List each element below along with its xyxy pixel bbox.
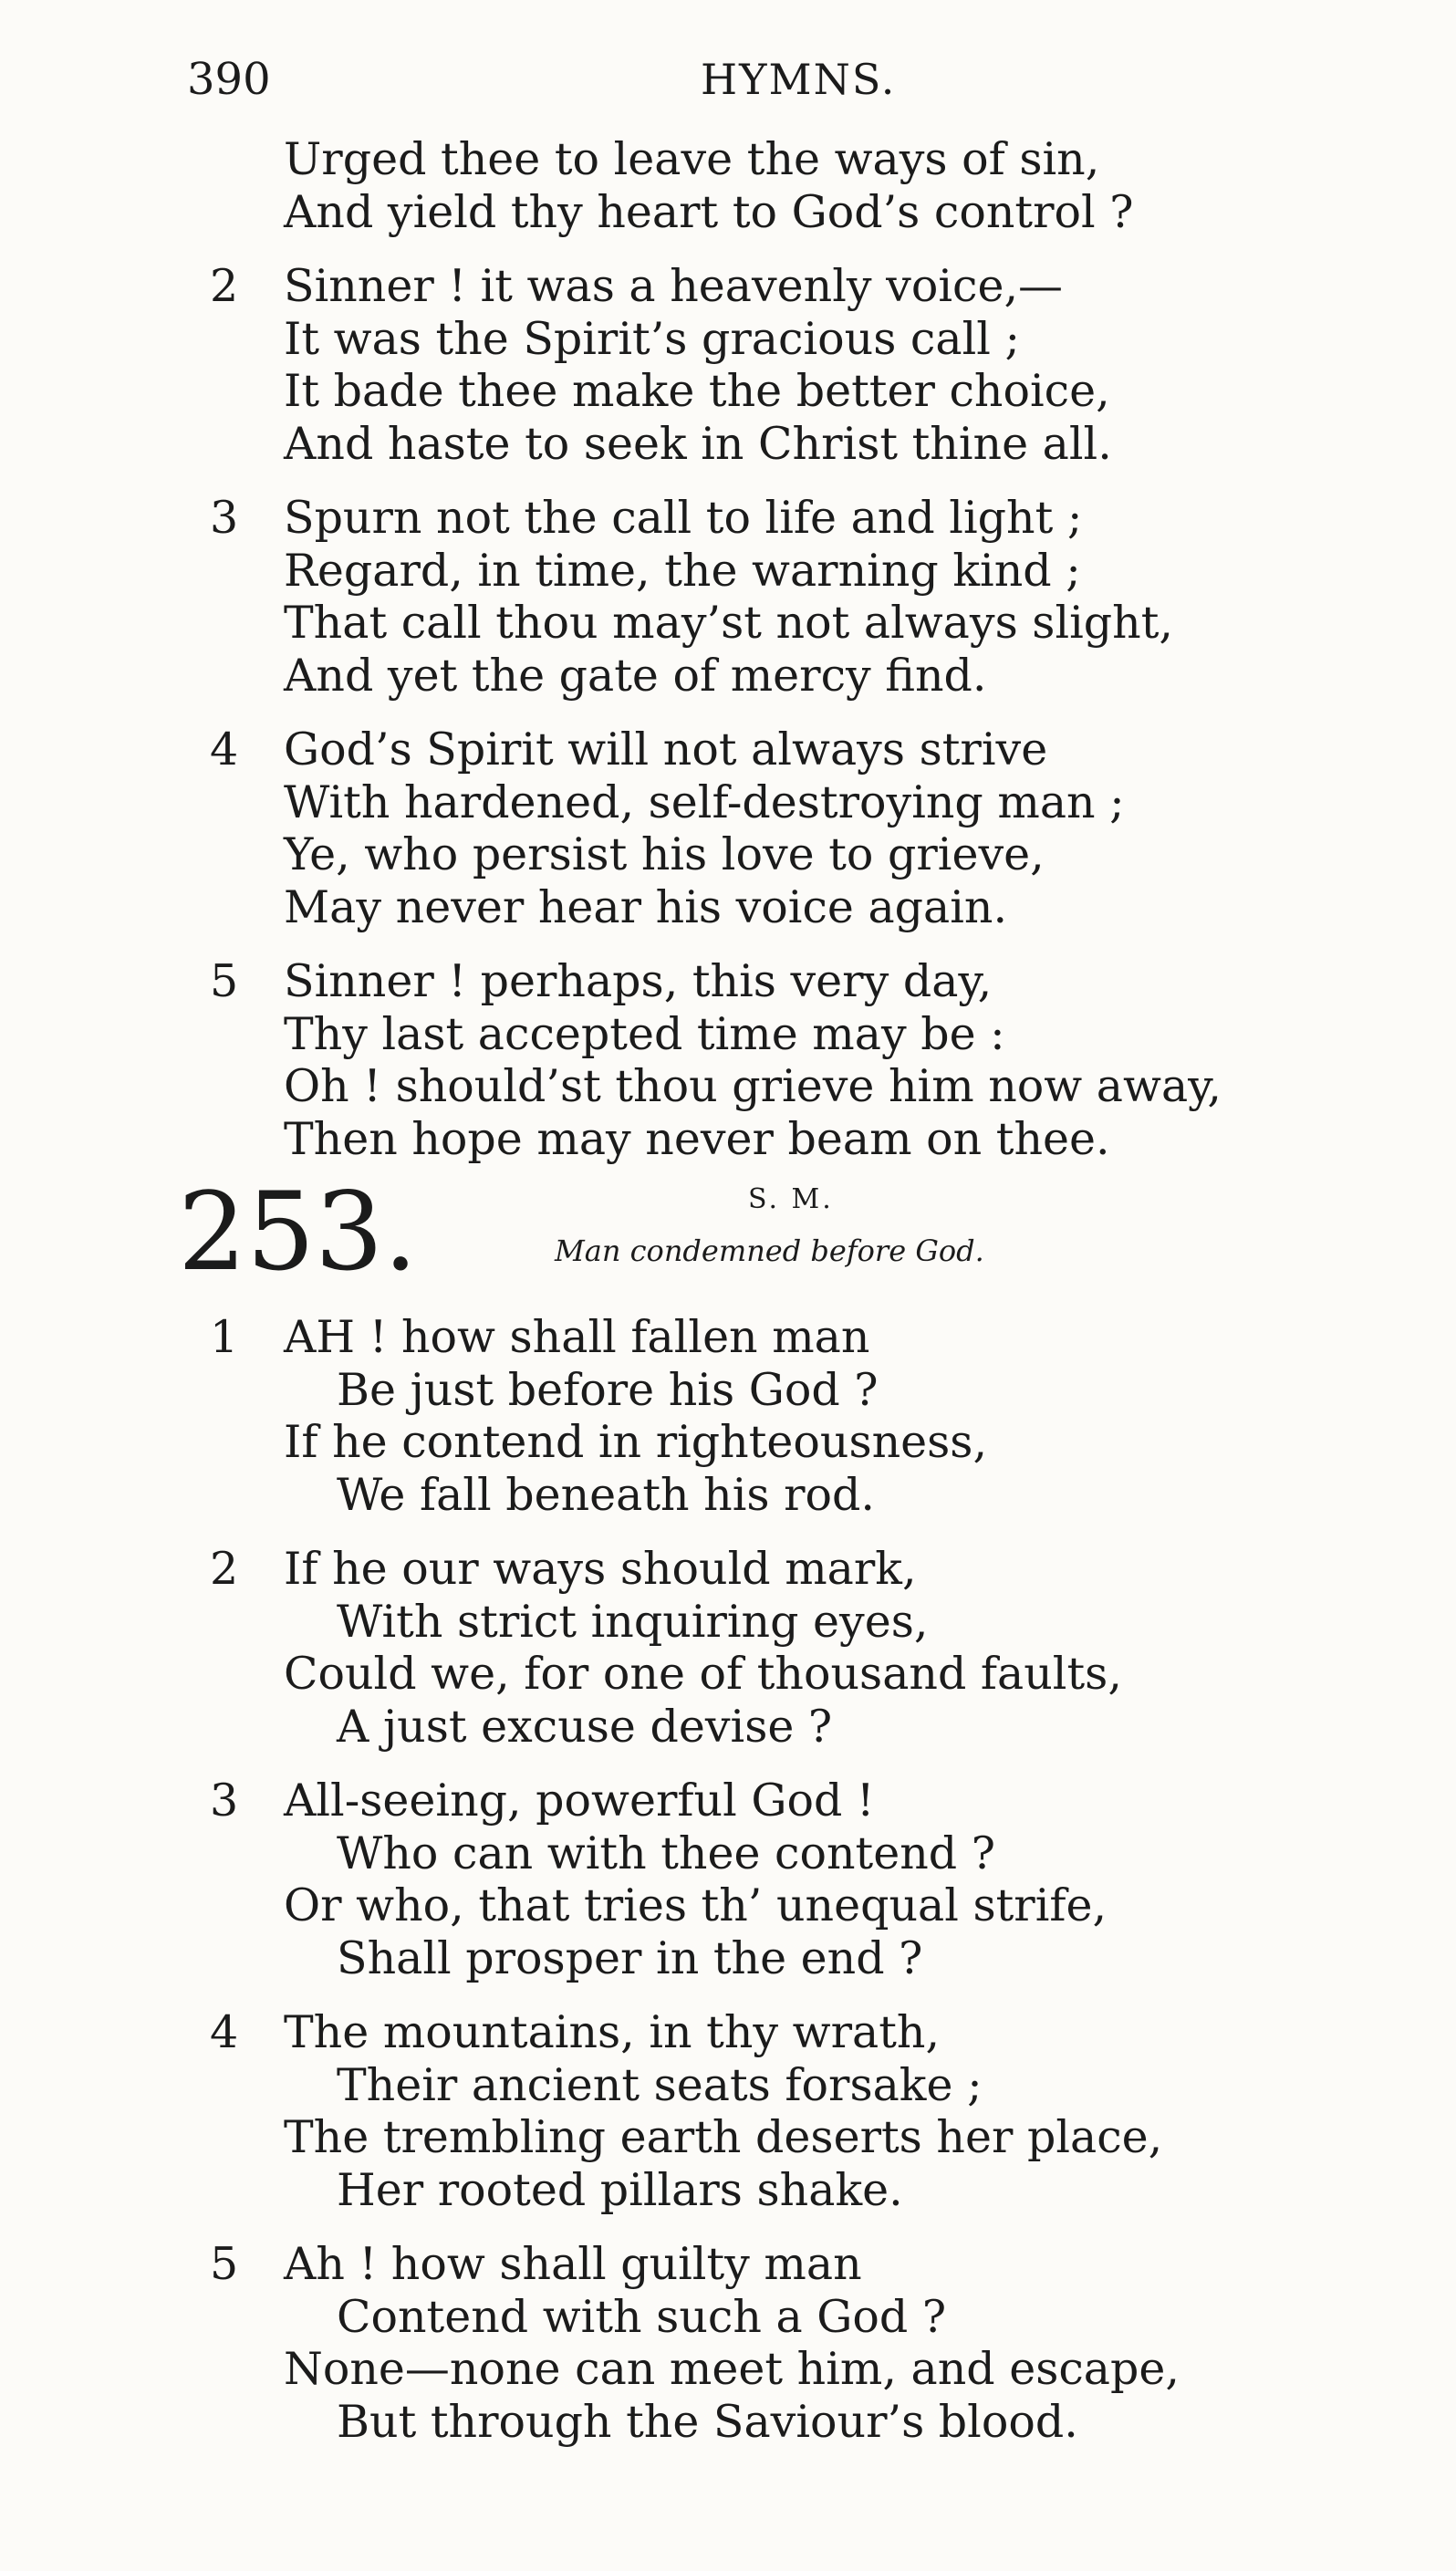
hymn-253-stanza-3 [210,1775,1332,1984]
hymn-number: 253. [178,1169,418,1295]
verse-line: May never hear his voice again. [284,880,1008,933]
stanza-number: 3 [210,1775,239,1827]
verse-line: We fall beneath his rod. [337,1468,875,1521]
verse-line: 2 Sinner ! it was a heavenly voice,— [210,260,1064,312]
verse-line: And haste to seek in Christ thine all. [284,417,1112,470]
verse-line: Shall prosper in the end ? [337,1931,923,1984]
stanza-number: 2 [210,260,239,312]
verse-line: Thy last accepted time may be : [284,1007,1005,1060]
hymn-253-stanza-5 [210,2238,1332,2448]
stanza-number: 4 [210,723,239,775]
verse-line: 5 Sinner ! perhaps, this very day, [210,955,993,1007]
verse-line: With strict inquiring eyes, [337,1595,929,1648]
verse-line: Ye, who persist his love to grieve, [284,828,1045,880]
page-header [0,47,1456,111]
verse-line: The trembling earth deserts her place, [284,2111,1163,2163]
verse-line: 4 God’s Spirit will not always strive [210,723,1048,775]
hymn-252-stanza-1-tail [210,133,1332,238]
verse-line: 2 If he our ways should mark, [210,1543,917,1595]
hymn-252-stanza-4 [210,723,1332,933]
stanza-number: 1 [210,1311,239,1363]
verse-line: Then hope may never beam on thee. [284,1112,1110,1165]
verse-line: Regard, in time, the warning kind ; [284,544,1081,597]
verse-line: Their ancient seats forsake ; [337,2058,983,2111]
verse-line: It bade thee make the better choice, [284,365,1110,417]
running-head: HYMNS. [701,55,897,104]
verse-line: Or who, that tries th’ unequal strife, [284,1879,1108,1931]
verse-line: But through the Saviour’s blood. [337,2395,1078,2448]
verse-line: If he contend in righteousness, [284,1416,988,1468]
hymn-253-header [178,1169,1332,1295]
verse-line: Contend with such a God ? [337,2290,947,2343]
hymn-252-stanza-2 [210,260,1332,470]
verse-line: 3 All-seeing, powerful God ! [210,1775,875,1827]
hymn-252-stanza-3 [210,492,1332,702]
verse-line: 1 AH ! how shall fallen man [210,1311,870,1363]
verse-line: A just excuse devise ? [337,1700,833,1753]
verse-line: 5 Ah ! how shall guilty man [210,2238,862,2290]
verse-line: That call thou may’st not always slight, [284,597,1173,649]
verse-line: Be just before his God ? [337,1363,879,1416]
stanza-number: 2 [210,1543,239,1595]
page-number: 390 [187,54,271,105]
verse-line: 3 Spurn not the call to life and light ; [210,492,1083,544]
hymn-meter: S. M. [748,1183,834,1215]
stanza-number: 5 [210,2238,239,2290]
hymn-252-stanza-5 [210,955,1332,1165]
verse-line: And yield thy heart to God’s control ? [284,185,1134,238]
verse-line: Could we, for one of thousand faults, [284,1648,1122,1700]
verse-line: And yet the gate of mercy find. [284,649,987,702]
stanza-number: 4 [210,2006,239,2058]
verse-line: Oh ! should’st thou grieve him now away, [284,1060,1222,1112]
hymn-subtitle: Man condemned before God. [555,1233,984,1268]
stanza-number: 3 [210,492,239,544]
verse-line: Her rooted pillars shake. [337,2163,903,2216]
verse-line: 4 The mountains, in thy wrath, [210,2006,941,2058]
verse-line: Who can with thee contend ? [337,1827,996,1879]
hymn-253-stanza-4 [210,2006,1332,2216]
page-body [178,133,1332,2470]
stanza-number: 5 [210,955,239,1007]
verse-line: With hardened, self-destroying man ; [284,775,1125,828]
verse-line: None—none can meet him, and escape, [284,2343,1180,2395]
verse-line: Urged thee to leave the ways of sin, [284,133,1100,185]
hymn-253-stanza-2 [210,1543,1332,1753]
hymn-253-stanza-1 [210,1311,1332,1521]
verse-line: It was the Spirit’s gracious call ; [284,312,1020,365]
